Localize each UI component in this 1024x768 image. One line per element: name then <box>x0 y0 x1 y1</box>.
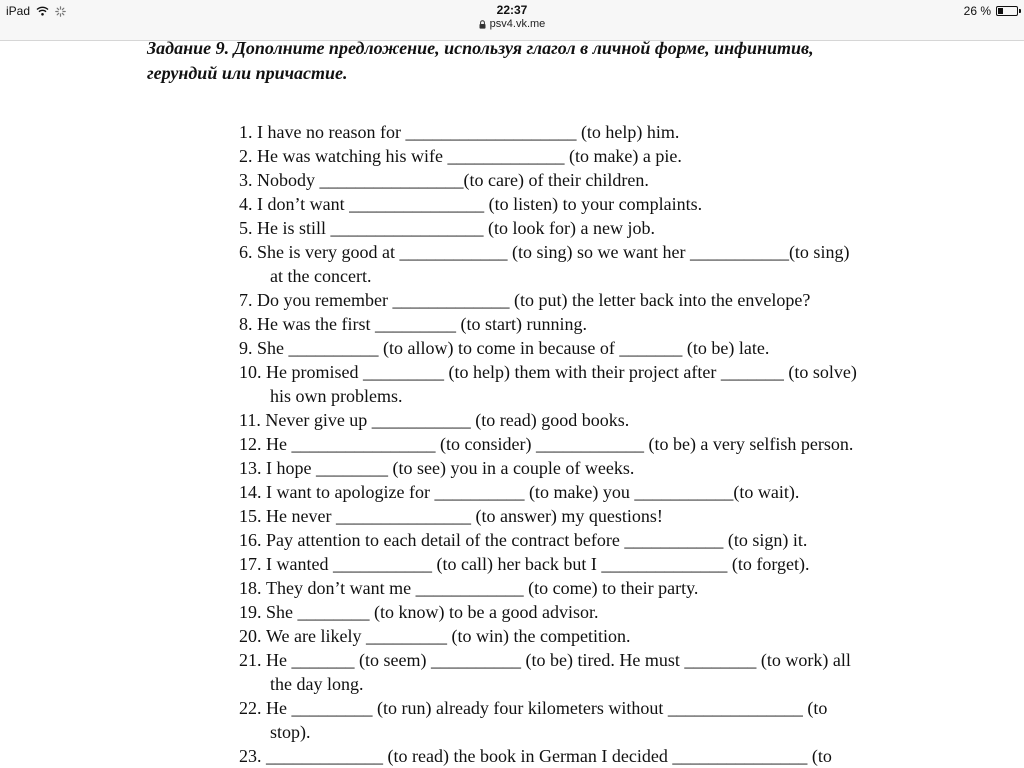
status-bar <box>0 0 1024 41</box>
exercise-item <box>239 648 959 672</box>
exercise-text: I wanted ___________ (to call) her back but I ______________ (to forget). <box>266 554 810 574</box>
exercise-number: 22. <box>239 698 266 718</box>
address-bar[interactable] <box>0 17 1024 31</box>
exercise-number: 7. <box>239 290 257 310</box>
status-right <box>964 4 1018 18</box>
task-title-line-2: герундий или причастие. <box>147 63 348 83</box>
exercise-number: 9. <box>239 338 257 358</box>
exercise-number: 16. <box>239 530 266 550</box>
exercise-number: 19. <box>239 602 266 622</box>
exercise-item <box>239 144 959 168</box>
exercise-text: He promised _________ (to help) them with their project after _______ (to solve) <box>266 362 857 382</box>
exercise-item <box>239 504 959 528</box>
lock-icon <box>479 20 486 29</box>
exercise-number: 14. <box>239 482 266 502</box>
exercise-number: 1. <box>239 122 257 142</box>
exercise-continuation <box>239 264 959 288</box>
exercise-text: I don’t want _______________ (to listen) to your complaints. <box>257 194 703 214</box>
exercise-item <box>239 744 959 768</box>
exercise-item <box>239 552 959 576</box>
exercise-number: 6. <box>239 242 257 262</box>
exercise-text: Nobody ________________(to care) of their children. <box>257 170 649 190</box>
exercise-text: She ________ (to know) to be a good advisor. <box>266 602 599 622</box>
exercise-number: 18. <box>239 578 266 598</box>
exercise-number: 11. <box>239 410 266 430</box>
exercise-item <box>239 408 959 432</box>
exercise-number: 15. <box>239 506 266 526</box>
battery-percent: 26 % <box>963 4 991 18</box>
exercise-number: 13. <box>239 458 266 478</box>
exercise-number: 3. <box>239 170 257 190</box>
exercise-number: 8. <box>239 314 257 334</box>
exercise-item <box>239 168 959 192</box>
exercise-text: Never give up ___________ (to read) good books. <box>265 410 630 430</box>
exercise-text: He _________ (to run) already four kilometers without _______________ (to <box>266 698 828 718</box>
exercise-item <box>239 288 959 312</box>
battery-icon <box>996 6 1018 16</box>
exercise-text: Pay attention to each detail of the contract before ___________ (to sign) it. <box>266 530 808 550</box>
exercise-item <box>239 360 959 384</box>
exercise-text: He was watching his wife _____________ (to make) a pie. <box>257 146 682 166</box>
document-page <box>0 40 1024 768</box>
exercise-text: She __________ (to allow) to come in because of _______ (to be) late. <box>257 338 770 358</box>
exercise-number: 21. <box>239 650 266 670</box>
task-title <box>147 40 947 86</box>
exercise-number: 10. <box>239 362 266 382</box>
exercise-number: 20. <box>239 626 266 646</box>
exercise-number: 23. <box>239 746 266 766</box>
device-name: iPad <box>6 4 31 18</box>
exercise-item <box>239 456 959 480</box>
exercise-item <box>239 624 959 648</box>
exercise-text: She is very good at ____________ (to sing) so we want her ___________(to sing) <box>257 242 850 262</box>
exercise-item <box>239 216 959 240</box>
exercise-item <box>239 696 959 720</box>
exercise-number: 2. <box>239 146 257 166</box>
exercise-text: He _______ (to seem) __________ (to be) tired. He must ________ (to work) all <box>266 650 851 670</box>
exercise-continuation <box>239 672 959 696</box>
exercise-item <box>239 240 959 264</box>
clock: 22:37 <box>496 3 528 17</box>
exercise-text: at the concert. <box>270 266 372 286</box>
url-text: psv4.vk.me <box>489 18 546 30</box>
exercise-item <box>239 576 959 600</box>
exercise-item <box>239 480 959 504</box>
exercise-text: I hope ________ (to see) you in a couple of weeks. <box>266 458 635 478</box>
exercise-list <box>239 120 959 768</box>
exercise-text: He ________________ (to consider) ____________ (to be) a very selfish person. <box>266 434 854 454</box>
exercise-continuation <box>239 720 959 744</box>
task-title-line-1: Задание 9. Дополните предложение, используя глагол в личной форме, инфинитив, <box>147 40 814 58</box>
exercise-text: his own problems. <box>270 386 403 406</box>
exercise-item <box>239 600 959 624</box>
exercise-text: He is still _________________ (to look for) a new job. <box>257 218 655 238</box>
exercise-text: He never _______________ (to answer) my questions! <box>266 506 663 526</box>
exercise-text: the day long. <box>270 674 364 694</box>
exercise-item <box>239 432 959 456</box>
exercise-number: 12. <box>239 434 266 454</box>
exercise-text: Do you remember _____________ (to put) the letter back into the envelope? <box>257 290 811 310</box>
exercise-item <box>239 120 959 144</box>
exercise-text: _____________ (to read) the book in German I decided _______________ (to <box>266 746 832 766</box>
exercise-number: 17. <box>239 554 266 574</box>
exercise-text: We are likely _________ (to win) the competition. <box>266 626 631 646</box>
exercise-number: 4. <box>239 194 257 214</box>
exercise-text: I want to apologize for __________ (to make) you ___________(to wait). <box>266 482 800 502</box>
battery-fill <box>998 8 1003 14</box>
exercise-text: stop). <box>270 722 311 742</box>
exercise-text: They don’t want me ____________ (to come) to their party. <box>266 578 699 598</box>
exercise-continuation <box>239 384 959 408</box>
exercise-item <box>239 528 959 552</box>
exercise-item <box>239 192 959 216</box>
exercise-text: He was the first _________ (to start) running. <box>257 314 587 334</box>
exercise-text: I have no reason for ___________________ (to help) him. <box>257 122 680 142</box>
exercise-item <box>239 336 959 360</box>
status-center <box>0 3 1024 31</box>
exercise-number: 5. <box>239 218 257 238</box>
exercise-item <box>239 312 959 336</box>
